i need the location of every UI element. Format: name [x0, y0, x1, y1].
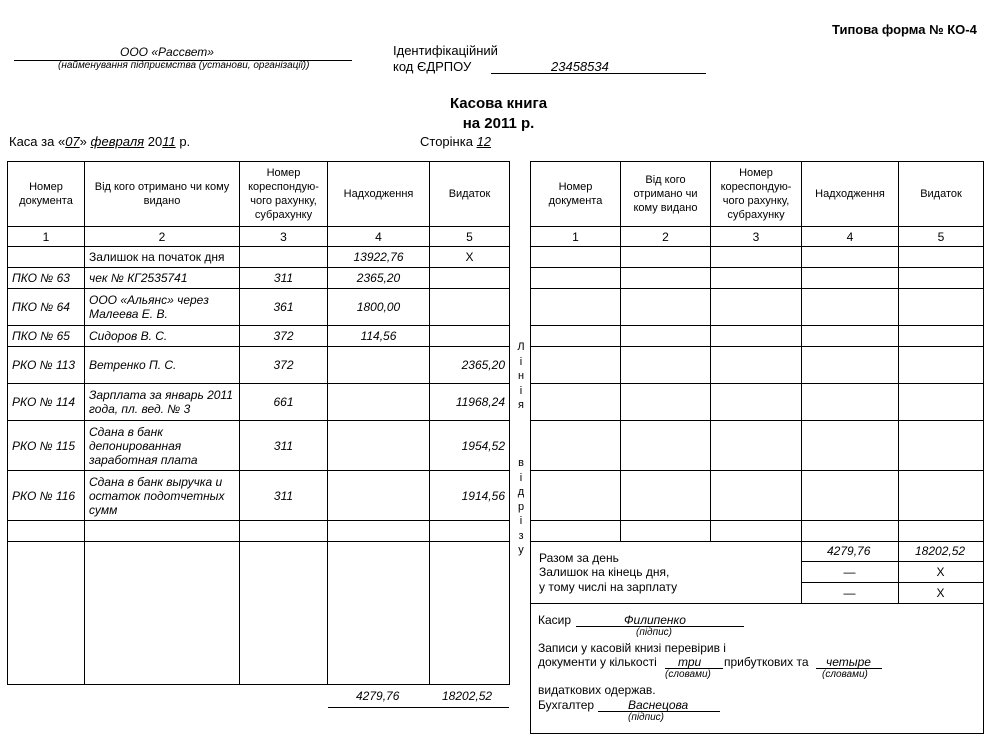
salary-income: —	[843, 586, 856, 600]
table-row-empty	[531, 247, 984, 268]
cut-line-letter: д	[517, 486, 525, 498]
cash-book-table-left	[7, 161, 510, 685]
cut-line-letter: і	[519, 471, 523, 484]
totals-underline	[328, 707, 509, 708]
cut-line-letter: Л	[517, 341, 525, 353]
accountant-name: Васнецова	[628, 698, 689, 712]
cut-line-letter: в	[518, 457, 524, 469]
col-number-1: 1	[8, 227, 85, 247]
kasa-day: 07	[65, 134, 80, 149]
table-row-empty	[531, 268, 984, 289]
col-number-4-right: 4	[802, 227, 899, 247]
income-words-caption: (словами)	[665, 669, 711, 680]
header-from-whom: Від кого отримано чи кому видано	[85, 162, 240, 227]
kasa-month: февраля	[90, 134, 145, 149]
expense-doc-count: четыре	[826, 655, 871, 669]
col-number-3: 3	[240, 227, 328, 247]
header-doc-number: Номер документа	[8, 162, 85, 227]
table-row-empty	[531, 289, 984, 326]
edrpou-code: 23458534	[551, 59, 609, 74]
header-income: Надходження	[328, 162, 430, 227]
salary-label: у тому числі на зарплату	[539, 580, 678, 594]
table-row: ПКО № 65 Сидоров В. С. 372 114,56	[8, 326, 510, 347]
kasa-date: Каса за «07» февраля 2011 р.	[9, 134, 191, 149]
table-row-empty	[531, 521, 984, 542]
expense-words-caption: (словами)	[822, 669, 868, 680]
table-row: РКО № 116 Сдана в банк выручка и остаток подотчетных сумм 311 1914,56	[8, 471, 510, 521]
day-total-expense: 18202,52	[915, 544, 966, 558]
opening-balance-label: Залишок на початок дня	[85, 247, 240, 268]
table-row: ПКО № 64 ООО «Альянс» через Малеева Е. В. 361 1800,00	[8, 289, 510, 326]
col-number-5: 5	[430, 227, 510, 247]
cut-line-letter: у	[518, 544, 524, 556]
header-expense-right: Видаток	[899, 162, 984, 227]
summary-box	[530, 541, 983, 733]
header-from-whom-right: Від кого отримано чи кому видано	[621, 162, 711, 227]
col-number-3-right: 3	[711, 227, 802, 247]
day-total-label: Разом за день	[539, 551, 619, 565]
table-row-empty	[531, 347, 984, 384]
cut-line-letter	[514, 427, 528, 442]
end-balance-income: —	[843, 565, 856, 579]
table-row-empty	[531, 326, 984, 347]
table-row-empty	[8, 542, 510, 685]
opening-balance-row	[8, 247, 510, 268]
check-line-2b: прибуткових та	[724, 655, 809, 669]
table-row: РКО № 114 Зарплата за январь 2011 года, пл. вед. № 3 661 11968,24	[8, 384, 510, 421]
cashier-signature-caption: (підпис)	[636, 627, 672, 638]
accountant-signature-caption: (підпис)	[628, 712, 664, 723]
check-line-3: видаткових одержав.	[538, 683, 656, 697]
col-number-5-right: 5	[899, 227, 984, 247]
ident-label-2: код ЄДРПОУ	[393, 59, 472, 74]
cut-line-letter: я	[518, 399, 524, 411]
end-balance-label: Залишок на кінець дня,	[539, 565, 670, 579]
header-doc-number-right: Номер документа	[531, 162, 621, 227]
kasa-year: 11	[162, 134, 176, 149]
salary-expense: X	[936, 586, 945, 600]
end-balance-expense: X	[936, 565, 945, 579]
income-doc-count: три	[678, 655, 702, 669]
day-total-income: 4279,76	[827, 544, 871, 558]
total-income: 4279,76	[356, 689, 400, 703]
header-account: Номер кореспондую-чого рахунку, субрахунку	[240, 162, 328, 227]
table-row: РКО № 115 Сдана в банк депонированная заработная плата 311 1954,52	[8, 421, 510, 471]
cash-book-table-right	[530, 161, 984, 542]
table-row-empty	[531, 471, 984, 521]
col-number-2-right: 2	[621, 227, 711, 247]
cut-line-letter: р	[517, 500, 525, 513]
ident-label-1: Ідентифікаційний	[393, 43, 498, 58]
col-number-4: 4	[328, 227, 430, 247]
cut-line-letter: н	[517, 370, 525, 382]
table-row-empty	[531, 421, 984, 471]
cut-line-letter: з	[518, 529, 524, 542]
cut-line-letter: і	[519, 515, 523, 527]
cut-line-letter: і	[519, 384, 523, 397]
table-row: РКО № 113 Ветренко П. С. 372 2365,20	[8, 347, 510, 384]
cut-line-letter	[514, 442, 528, 457]
table-row: ПКО № 63 чек № КГ2535741 311 2365,20	[8, 268, 510, 289]
total-expense: 18202,52	[442, 689, 493, 703]
page-number: Сторінка 12	[420, 134, 492, 149]
opening-balance-income: 13922,76	[328, 247, 430, 268]
table-row-empty	[8, 521, 510, 542]
form-code: Типова форма № КО-4	[832, 22, 977, 37]
book-title: Касова книга	[449, 95, 548, 112]
cut-line-letter: і	[519, 355, 523, 368]
cashier-label: Касир	[538, 613, 572, 627]
edrpou-underline	[491, 73, 706, 74]
opening-balance-expense: X	[430, 247, 510, 268]
table-row-empty	[531, 384, 984, 421]
check-line-1: Записи у касовій книзі перевірив і	[538, 641, 726, 655]
cut-line-letter	[514, 413, 528, 428]
col-number-2: 2	[85, 227, 240, 247]
organization-caption: (найменування підприємства (установи, організації))	[58, 60, 310, 71]
header-expense: Видаток	[430, 162, 510, 227]
accountant-label: Бухгалтер	[538, 698, 595, 712]
cashier-name: Филипенко	[624, 613, 686, 627]
header-account-right: Номер кореспондую-чого рахунку, субрахунку	[711, 162, 802, 227]
book-year: на 2011 р.	[462, 115, 535, 132]
col-number-1-right: 1	[531, 227, 621, 247]
organization-name: ООО «Рассвет»	[120, 45, 214, 59]
header-income-right: Надходження	[802, 162, 899, 227]
cut-line-label	[514, 340, 528, 558]
check-line-2a: документи у кількості	[538, 655, 657, 669]
